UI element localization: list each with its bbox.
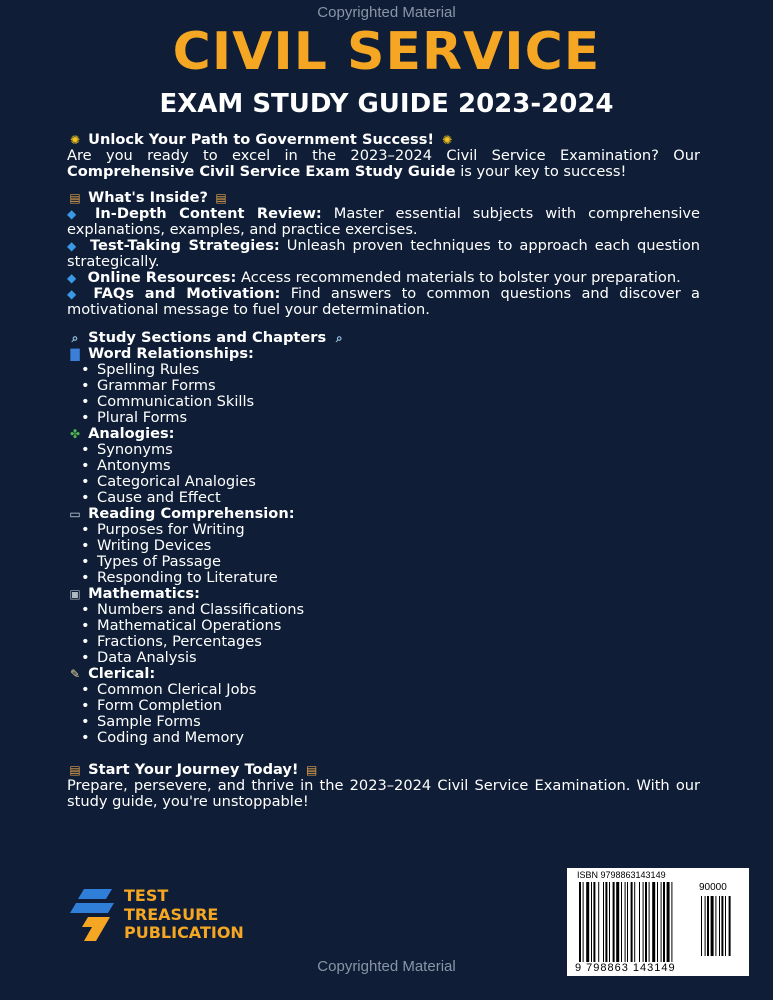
barcode-bar [625,882,626,962]
whats-inside-item-title: In-Depth Content Review: [94,205,322,222]
diamond-icon: ◆ [67,287,77,301]
study-group-title [67,346,700,362]
closing-section [67,762,700,810]
study-group-title-text: Analogies: [88,425,175,442]
books-icon: ▤ [215,191,227,205]
whats-inside-item-title: Online Resources: [87,269,237,286]
study-group-item: • Categorical Analogies [79,474,700,490]
barcode-bar [643,882,644,962]
study-group-item: • Types of Passage [79,554,700,570]
study-group [67,346,700,426]
study-group-item: • Antonyms [79,458,700,474]
whats-inside-item-text: Master essential subjects with comprehensive explanations, examples, and practice exercises. [67,205,700,238]
intro-text-1: Are you ready to excel in the 2023–2024 Civil Service Examination? Our [67,147,700,164]
magnifier-icon: ⌕ [71,331,79,345]
sparkle-icon: ✺ [442,133,453,147]
study-group-item: • Communication Skills [79,394,700,410]
barcode-bar [657,882,658,962]
whats-inside-item-title: FAQs and Motivation: [93,285,281,302]
barcode-bar [707,896,709,956]
barcode-bar [621,882,622,962]
diamond-icon: ◆ [67,271,77,285]
barcode-bar [729,896,731,956]
publisher-line-3: PUBLICATION [124,923,244,942]
study-group-title-text: Reading Comprehension: [88,505,295,522]
books-icon: ▤ [306,763,318,777]
study-group-item: • Coding and Memory [79,730,700,746]
whats-inside-section [67,190,700,318]
whats-inside-item [67,238,700,270]
whats-inside-heading-text: What's Inside? [88,189,208,206]
whats-inside-list [67,206,700,318]
barcode-bar [663,882,665,962]
barcode-bar [701,896,702,956]
study-group [67,506,700,586]
barcode-bar [719,896,720,956]
intro-text-2: is your key to success! [455,163,627,180]
book-title: CIVIL SERVICE [172,22,601,82]
intro-section [67,132,700,180]
publisher-logo [66,885,266,945]
study-sections-heading [67,330,700,346]
study-group-item: • Cause and Effect [79,490,700,506]
study-sections-heading-text: Study Sections and Chapters [88,329,327,346]
closing-heading-text: Start Your Journey Today! [88,761,299,778]
study-groups [67,346,700,746]
barcode-bar [613,882,615,962]
study-group-title [67,506,700,522]
diamond-icon: ◆ [67,207,77,221]
barcode-bar [598,882,599,962]
study-group-item: • Data Analysis [79,650,700,666]
publisher-line-2: TREASURE [124,904,219,924]
intro-heading-text: Unlock Your Path to Government Success! [88,131,435,148]
study-group-item: • Fractions, Percentages [79,634,700,650]
whats-inside-item-text: Unleash proven techniques to approach each question strategically. [67,237,700,270]
barcode-bar [721,896,723,956]
barcode-bar [711,896,714,956]
barcode-bar [661,882,662,962]
barcode-bar [616,882,619,962]
study-group-item: • Writing Devices [79,538,700,554]
sparkle-icon: ✺ [69,133,81,147]
intro-heading [67,132,700,148]
study-group-title-text: Mathematics: [88,585,200,602]
study-group-item: • Numbers and Classifications [79,602,700,618]
publisher-mark-icon [66,887,118,943]
study-group [67,666,700,746]
watermark-top: Copyrighted Material [317,4,456,21]
intro-text-bold: Comprehensive Civil Service Exam Study Guide [67,163,456,180]
study-group-items [67,682,700,746]
whats-inside-item [67,270,700,286]
barcode-number: 9 798863 143149 [575,962,676,974]
whats-inside-heading [67,190,700,206]
price-code: 90000 [699,882,727,893]
barcode-bar [645,882,647,962]
barcode-bar [725,896,726,956]
study-group-item: • Sample Forms [79,714,700,730]
whats-inside-item [67,286,700,318]
barcode-bar [603,882,604,962]
study-group-title [67,586,700,602]
study-group-items [67,522,700,586]
study-group-item: • Responding to Literature [79,570,700,586]
blue-book-icon: ▇ [70,347,80,361]
back-cover-content [67,132,700,810]
closing-text: Prepare, persevere, and thrive in the 2023–2024 Civil Service Examination. With our study guide, you're unstoppable! [67,777,700,810]
publisher-name [124,887,244,943]
clover-icon: ✤ [69,427,81,441]
closing-heading [67,762,700,778]
study-group-items [67,362,700,426]
magnifier-icon: ⌕ [335,331,343,345]
barcode-bar [586,882,589,962]
watermark-bottom: Copyrighted Material [317,958,456,975]
study-group-item: • Form Completion [79,698,700,714]
barcode-bar [639,882,640,962]
intro-text [67,148,700,180]
barcode-bar [705,896,706,956]
barcode-bar [649,882,650,962]
barcode-bar [634,882,635,962]
study-group-item: • Grammar Forms [79,378,700,394]
whats-inside-item [67,206,700,238]
barcode-bar [652,882,655,962]
study-group-title-text: Clerical: [88,665,156,682]
barcode-bar [671,882,672,962]
book-subtitle: EXAM STUDY GUIDE 2023-2024 [159,89,614,119]
study-group [67,586,700,666]
study-group-title-text: Word Relationships: [88,345,254,362]
study-group-title [67,666,700,682]
barcode-bar [609,882,610,962]
open-book-icon: ▭ [69,507,81,521]
study-group-item: • Mathematical Operations [79,618,700,634]
study-group-items [67,602,700,666]
barcode-bar [667,882,670,962]
study-group-item: • Synonyms [79,442,700,458]
barcode-bar [579,882,581,962]
study-group [67,426,700,506]
publisher-line-1: TEST [124,886,169,905]
study-group-item: • Plural Forms [79,410,700,426]
books-icon: ▤ [69,763,81,777]
study-group-item: • Spelling Rules [79,362,700,378]
whats-inside-item-title: Test-Taking Strategies: [90,237,280,254]
barcode-bar [583,882,584,962]
barcode-bar [593,882,595,962]
study-group-title [67,426,700,442]
whats-inside-item-text: Find answers to common questions and discover a motivational message to fuel your determination. [67,285,700,318]
laptop-icon: ▣ [69,587,81,601]
barcode-bar [627,882,628,962]
barcode-bar [605,882,607,962]
study-group-items [67,442,700,506]
study-sections [67,330,700,746]
barcode-bar [591,882,592,962]
barcode-bar [715,896,716,956]
memo-icon: ✎ [69,667,81,681]
whats-inside-item-text: Access recommended materials to bolster your preparation. [236,269,681,286]
books-icon: ▤ [69,191,81,205]
diamond-icon: ◆ [67,239,77,253]
barcode-bar [631,882,633,962]
study-group-item: • Common Clerical Jobs [79,682,700,698]
study-group-item: • Purposes for Writing [79,522,700,538]
isbn-text: ISBN 9798863143149 [577,870,666,880]
